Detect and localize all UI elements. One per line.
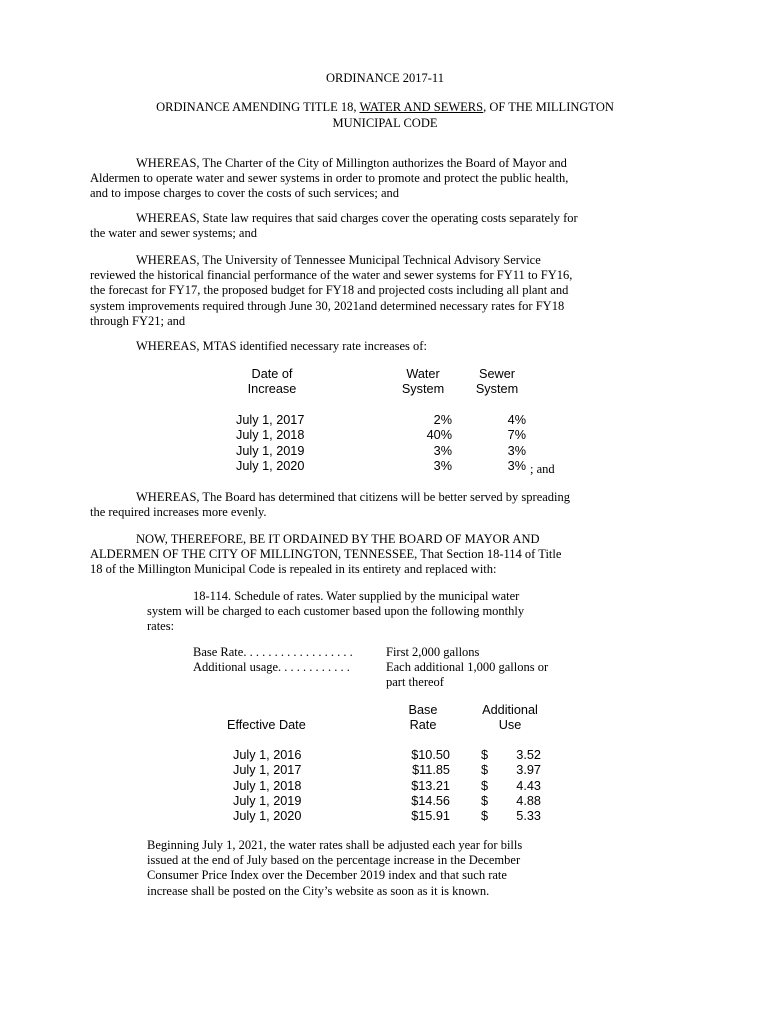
paragraph-line: issued at the end of July based on the percentage increase in the December [147, 853, 521, 868]
table-row-date: July 1, 2016 [233, 748, 302, 762]
ordained-paragraph [90, 532, 680, 578]
header-sewer-system: System [475, 382, 519, 396]
paragraph-line: through FY21; and [90, 313, 186, 328]
paragraph-line: Beginning July 1, 2021, the water rates shall be adjusted each year for bills [147, 838, 523, 852]
header-sewer: Sewer [479, 367, 515, 381]
paragraph-line: increase shall be posted on the City’s website as soon as it is known. [147, 883, 490, 898]
paragraph-line: rates: [147, 619, 175, 634]
table-row-sewer: 4% [507, 413, 526, 427]
paragraph-line: reviewed the historical financial performance of the water and sewer systems for FY11 to FY16, [90, 268, 573, 283]
table-row-date: July 1, 2018 [233, 779, 302, 793]
header-water-system: System [401, 382, 445, 396]
table-row-add: 3.97 [516, 763, 541, 777]
subtitle-suffix: , OF THE MILLINGTON [483, 100, 614, 114]
table-row-date: July 1, 2020 [233, 809, 302, 823]
base-rate-label: Base Rate. . . . . . . . . . . . . . . . . . [193, 645, 353, 659]
paragraph-line: WHEREAS, The Board has determined that citizens will be better served by spreading [136, 490, 571, 504]
subtitle-underlined: WATER AND SEWERS [359, 100, 484, 114]
header-date-of: Date of [251, 367, 293, 381]
table-row-add: 5.33 [516, 809, 541, 823]
table-row-add: 3.52 [516, 748, 541, 762]
paragraph-line: system will be charged to each customer based upon the following monthly [147, 604, 525, 619]
table-row-base: $13.21 [411, 779, 450, 793]
table-row-sewer: 7% [507, 428, 526, 442]
paragraph-line: Consumer Price Index over the December 2019 index and that such rate [147, 868, 507, 883]
table-row-currency: $ [481, 794, 489, 808]
header-effective-date: Effective Date [227, 718, 306, 732]
table-row-date: July 1, 2019 [233, 794, 302, 808]
table-row-base: $14.56 [411, 794, 450, 808]
closing-paragraph [147, 838, 617, 899]
table-row-water: 40% [426, 428, 452, 442]
header-additional: Additional [482, 703, 538, 717]
paragraph-line: the required increases more evenly. [90, 505, 267, 520]
table-row-currency: $ [481, 809, 489, 823]
paragraph-line: WHEREAS, The Charter of the City of Millington authorizes the Board of Mayor and [136, 156, 567, 170]
table-row-base: $10.50 [411, 748, 450, 762]
table-row-base: $15.91 [411, 809, 450, 823]
table-row-sewer: 3% [507, 459, 526, 473]
table-row-add: 4.43 [516, 779, 541, 793]
paragraph-line: WHEREAS, State law requires that said charges cover the operating costs separately for [136, 211, 578, 225]
document-subtitle-line2: MUNICIPAL CODE [332, 116, 438, 130]
table-row-date: July 1, 2017 [236, 413, 305, 427]
table-row-date: July 1, 2018 [236, 428, 305, 442]
paragraph-line: and to impose charges to cover the costs of such services; and [90, 186, 400, 201]
document-title: ORDINANCE 2017-11 [326, 71, 444, 85]
header-base: Base [408, 703, 438, 717]
subtitle-prefix: ORDINANCE AMENDING TITLE 18, [156, 100, 360, 114]
paragraph-line: WHEREAS, MTAS identified necessary rate increases of: [136, 339, 427, 353]
whereas-paragraph-mtas-rates [90, 339, 680, 354]
whereas-paragraph-mtas-review [90, 253, 680, 329]
table-row-date: July 1, 2019 [236, 444, 305, 458]
table-row-date: July 1, 2017 [233, 763, 302, 777]
table-row-sewer: 3% [507, 444, 526, 458]
table-row-add: 4.88 [516, 794, 541, 808]
table-row-base: $11.85 [412, 763, 450, 777]
table-row-currency: $ [481, 779, 489, 793]
paragraph-line: WHEREAS, The University of Tennessee Municipal Technical Advisory Service [136, 253, 541, 267]
additional-usage-label: Additional usage. . . . . . . . . . . . [193, 660, 350, 674]
table-row-water: 3% [433, 459, 452, 473]
paragraph-line: system improvements required through June 30, 2021and determined necessary rates for FY18 [90, 298, 565, 313]
header-rate: Rate [409, 718, 437, 732]
header-water: Water [406, 367, 440, 381]
additional-usage-value: Each additional 1,000 gallons or [386, 660, 549, 674]
paragraph-line: NOW, THEREFORE, BE IT ORDAINED BY THE BOARD OF MAYOR AND [136, 532, 540, 546]
header-use: Use [498, 718, 522, 732]
table-row-water: 2% [433, 413, 452, 427]
paragraph-line: ALDERMEN OF THE CITY OF MILLINGTON, TENNESSEE, That Section 18-114 of Title [90, 547, 562, 562]
paragraph-line: the water and sewer systems; and [90, 226, 257, 241]
trailing-and: ; and [530, 462, 555, 476]
base-rate-value: First 2,000 gallons [386, 645, 480, 659]
header-increase: Increase [247, 382, 297, 396]
paragraph-line: 18 of the Millington Municipal Code is repealed in its entirety and replaced with: [90, 562, 497, 577]
document-subtitle-line1 [0, 100, 770, 115]
section-18-114-text [147, 589, 617, 635]
additional-usage-value-cont: part thereof [386, 675, 444, 689]
whereas-paragraph-charter [90, 156, 680, 202]
table-row-water: 3% [433, 444, 452, 458]
whereas-paragraph-board [90, 490, 680, 520]
whereas-paragraph-state-law [90, 211, 680, 241]
paragraph-line: Aldermen to operate water and sewer systems in order to promote and protect the public health, [90, 171, 569, 186]
table-row-date: July 1, 2020 [236, 459, 305, 473]
table-row-currency: $ [481, 763, 489, 777]
paragraph-line: 18-114. Schedule of rates. Water supplied by the municipal water [193, 589, 520, 603]
paragraph-line: the forecast for FY17, the proposed budget for FY18 and projected costs including all plant and [90, 283, 569, 298]
table-row-currency: $ [481, 748, 489, 762]
